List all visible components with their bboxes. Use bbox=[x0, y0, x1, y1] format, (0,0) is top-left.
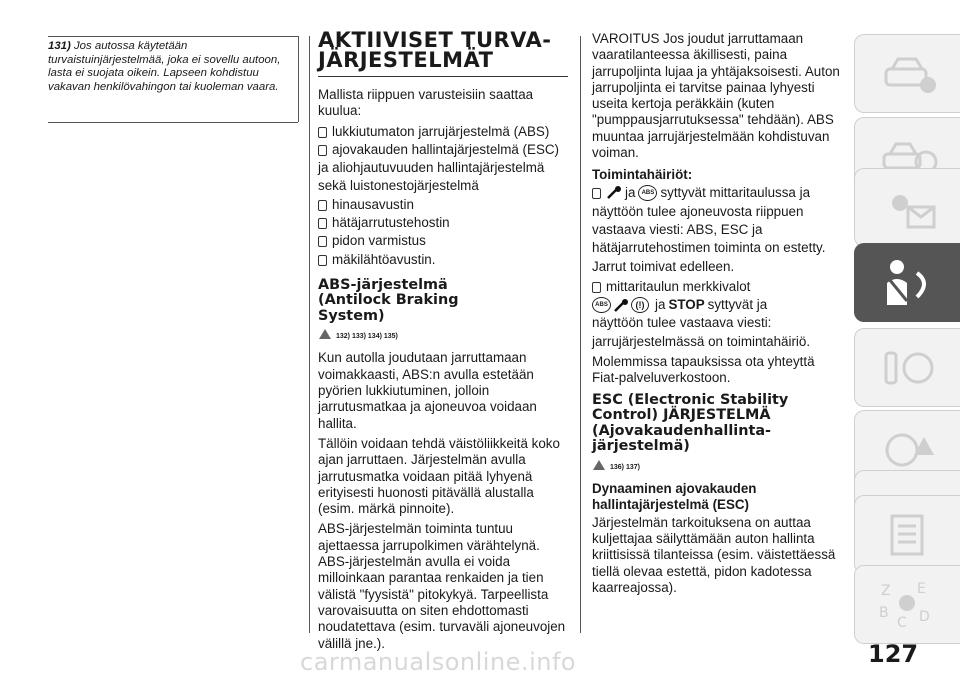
tab-lights-messages[interactable] bbox=[854, 168, 960, 247]
esc-heading: ESC (Electronic Stability Control) JÄRJESTELMÄ (Ajovakaudenhallinta- järjestelmä) bbox=[592, 391, 789, 455]
bullet-box-icon bbox=[592, 188, 601, 199]
top-divider bbox=[48, 36, 298, 37]
warning-triangle-icon bbox=[318, 328, 332, 340]
specs-list-icon bbox=[878, 510, 938, 560]
abs-icon: ABS bbox=[638, 185, 657, 201]
tab-index[interactable] bbox=[854, 565, 960, 644]
tab-starting[interactable] bbox=[854, 328, 960, 407]
column-divider-2 bbox=[580, 36, 581, 633]
main-column bbox=[318, 30, 568, 656]
svg-text:D: D bbox=[918, 608, 930, 625]
wrench-icon bbox=[613, 298, 629, 312]
alphabet-index-icon bbox=[873, 577, 943, 633]
varoitus-text: VAROITUS Jos joudut jarruttamaan vaaratilanteessa äkillisesti, paina jarrupoljinta lujaa ja yhtäjaksoisesti. Auton jarrupoljinta ei tarvitse painaa lyhyesti useita kertoja peräkkäin (kuten "pumppausjarrutuksessa" tehdään). ABS muuntaa jarrujärjestelmään kohdistuvan voiman. bbox=[592, 31, 840, 161]
stop-label: STOP bbox=[668, 297, 705, 313]
warning-number: 131) bbox=[48, 40, 71, 52]
bullet-box-icon bbox=[318, 200, 327, 211]
steering-warning-icon bbox=[878, 425, 938, 475]
svg-text:B: B bbox=[878, 604, 889, 621]
car-info-icon bbox=[878, 49, 938, 99]
warning-triangle-icon bbox=[592, 459, 606, 471]
abs-paragraph-2: Tällöin voidaan tehdä väistöliikkeitä koko ajan jarruttaen. Järjestelmän avulla jarrutusmatka voidaan pitää lyhyenä erityisesti huonosti pitävällä alustalla (esim. märkä pinnoite). bbox=[318, 435, 560, 517]
esc-paragraph: Järjestelmän tarkoituksena on auttaa kuljettajaa säilyttämään auton hallinta kriittisissä tilanteissa (esim. väistettäessä tiellä olevaa estettä, pidon kadotessa kaarreajossa). bbox=[592, 514, 836, 595]
seatbelt-airbag-icon bbox=[873, 255, 943, 311]
tab-safety[interactable] bbox=[854, 243, 960, 322]
page-title bbox=[318, 30, 568, 77]
page-number: 127 bbox=[868, 640, 919, 668]
esc-subheading: Dynaaminen ajovakauden hallintajärjestelmä (ESC) bbox=[592, 480, 757, 512]
bullet-box-icon bbox=[318, 127, 327, 138]
fault-item-2: mittaritaulun merkkivalot bbox=[592, 279, 842, 295]
intro-text: Mallista riippuen varusteisiin saattaa kuulua: bbox=[318, 87, 534, 119]
svg-text:E: E bbox=[916, 580, 926, 597]
watermark: carmanualsonline.info bbox=[300, 648, 577, 676]
tab-technical-data[interactable] bbox=[854, 495, 960, 574]
abs-warning-refs: 132) 133) 134) 135) bbox=[318, 328, 568, 340]
key-start-icon bbox=[878, 343, 938, 393]
abs-paragraph-1: Kun autolla joudutaan jarruttamaan voimakkaasti, ABS:n avulla estetään pyörien lukkiutuminen, jolloin jarrutusmatkaa ja ajoneuvoa voidaan hallita. bbox=[318, 350, 537, 431]
warning-body: Jos autossa käytetään turvaistuinjärjestelmää, joka ei sovellu autoon, lasta ei suojata oikein. Lapseen kohdistuu vakavan henkilövahingon tai kuoleman vaara. bbox=[48, 40, 281, 93]
list-item: hinausavustin bbox=[318, 197, 568, 213]
warning-right-border bbox=[298, 36, 299, 122]
warning-text bbox=[48, 40, 298, 94]
fault-item-2-icons: ABS (!) ja STOP syttyvät ja bbox=[592, 297, 842, 313]
list-item: mäkilähtöavustin. bbox=[318, 252, 568, 268]
bullet-box-icon bbox=[318, 255, 327, 266]
abs-paragraph-3: ABS-järjestelmän toiminta tuntuu ajettaessa jarrupolkimen värähtelynä. ABS-järjestelmän avulla ei voida milloinkaan parantaa renkaiden ja tien välistä "fyysistä" pitokykyä. Tarpeellista varovaisuutta on siten ehdottomasti noudatettava (esim. turvaväli ajoneuvojen välillä jne.). bbox=[318, 521, 566, 651]
tab-car-info[interactable] bbox=[854, 34, 960, 113]
para-line: ja aliohjautuvuuden hallintajärjestelmä bbox=[318, 160, 545, 176]
para-line: sekä luistonestojärjestelmä bbox=[318, 178, 479, 194]
warning-column bbox=[48, 36, 298, 94]
bullet-box-icon bbox=[318, 218, 327, 229]
bullet-box-icon bbox=[592, 282, 601, 293]
bullet-box-icon bbox=[318, 145, 327, 156]
fault-item-1: ja ABS syttyvät mittaritaulussa ja bbox=[592, 185, 842, 201]
brake-warning-icon: (!) bbox=[631, 297, 649, 313]
bullet-box-icon bbox=[318, 236, 327, 247]
abs-heading: ABS-järjestelmä (Antilock Braking System) bbox=[318, 276, 459, 324]
fault-heading: Toimintahäiriöt: bbox=[592, 167, 693, 183]
list-item: lukkiutumaton jarrujärjestelmä (ABS) bbox=[318, 124, 568, 140]
warning-bottom-divider bbox=[48, 122, 298, 123]
title-line-1: AKTIIVISET TURVA- bbox=[318, 28, 552, 52]
list-item: hätäjarrutustehostin bbox=[318, 215, 568, 231]
lights-message-icon bbox=[878, 183, 938, 233]
title-line-2: JÄRJESTELMÄT bbox=[318, 48, 494, 72]
column-divider-1 bbox=[309, 36, 310, 633]
list-item: pidon varmistus bbox=[318, 233, 568, 249]
abs-icon: ABS bbox=[592, 297, 611, 313]
esc-warning-refs: 136) 137) bbox=[592, 459, 842, 471]
contact-text: Molemmissa tapauksissa ota yhteyttä Fiat-palveluverkostoon. bbox=[592, 354, 815, 386]
list-item: ajovakauden hallintajärjestelmä (ESC) bbox=[318, 142, 568, 158]
svg-text:C: C bbox=[896, 614, 907, 631]
right-column: VAROITUS Jos joudut jarruttamaan vaaratilanteessa äkillisesti, paina jarrupoljinta lujaa ja yhtäjaksoisesti. Auton jarrupoljinta ei tarvitse painaa lyhyesti useita kertoja peräkkäin (kuten "pumppausjarrutuksessa" tehdään). ABS muuntaa jarrujärjestelmään kohdistuvan voiman. Toimintahäiriöt: ja ABS syttyvät mittaritaulussa ja näyttöön tulee ajoneuvosta riippuen vastaava viesti: ABS, ESC ja hätäjarrutehostimen toiminta on estetty. Jarrut toimivat edelleen. mittaritaulun merkkivalot ABS (!) ja STOP syttyvät ja näyttöön tulee vastaava viesti: jarrujärjestelmässä on toimintahäiriö. Molemmissa tapauksissa ota yhteyttä Fiat-palveluverkostoon. ESC (Electronic Stability Control) JÄRJESTELMÄ (Ajovakaudenhallinta- järjestelmä) 136) 137) Dynaaminen ajovakauden hallintajärjestelmä (ESC) Järjestelmän tarkoituksena on auttaa kuljettajaa säilyttämään auton hallinta kriittisissä tilanteissa (esim. väistettäessä tiellä olevaa estettä, pidon kadotessa kaarreajossa). bbox=[592, 31, 842, 600]
svg-text:Z: Z bbox=[880, 582, 891, 599]
wrench-icon bbox=[606, 185, 622, 199]
